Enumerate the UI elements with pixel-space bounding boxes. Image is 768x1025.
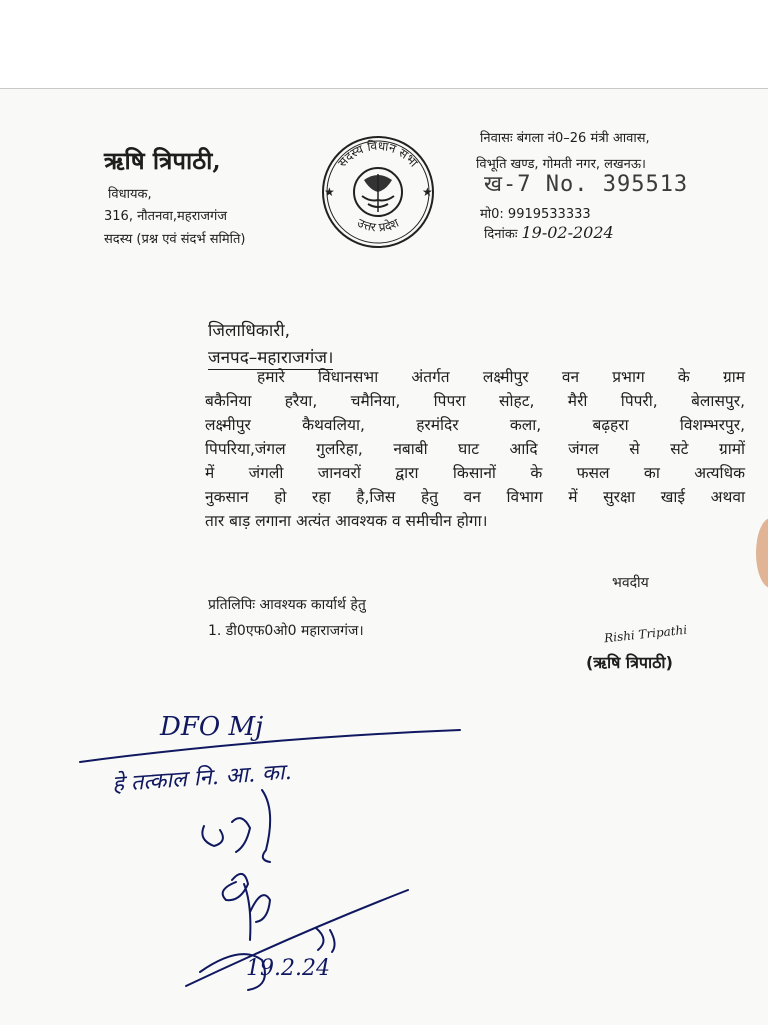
seal-top-text: सदस्य विधान सभा bbox=[335, 138, 421, 170]
copy-to-item: 1. डी0एफ0ओ0 महाराजगंज। bbox=[208, 623, 364, 639]
body-line: हमारे विधानसभा अंतर्गत लक्ष्मीपुर वन प्रभाग के ग्राम bbox=[257, 368, 745, 386]
svg-text:★: ★ bbox=[422, 185, 433, 199]
letterhead-constituency: 316, नौतनवा,महराजगंज bbox=[104, 209, 227, 224]
handwritten-note-order: हे तत्काल नि. आ. का. bbox=[111, 759, 293, 798]
body-line: में जंगली जानवरों द्वारा किसानों के फसल का अत्यधिक bbox=[205, 464, 745, 482]
handwritten-note-dfo: DFO Mj bbox=[160, 712, 264, 742]
copy-to-label: प्रतिलिपिः आवश्यक कार्यार्थ हेतु bbox=[208, 597, 366, 613]
body-line: लक्ष्मीपुर कैथवलिया, हरमंदिर कला, बढ़हरा विशम्भरपुर, bbox=[205, 416, 745, 434]
body-line: पिपरिया,जंगल गुलरिहा, नबाबी घाट आदि जंगल से सटे ग्रामों bbox=[205, 440, 745, 458]
svg-text:★: ★ bbox=[324, 185, 335, 199]
date-value: 19-02-2024 bbox=[521, 223, 614, 242]
svg-text:उत्तर प्रदेश bbox=[355, 215, 402, 234]
letterhead-committee: सदस्य (प्रश्न एवं संदर्भ समिति) bbox=[104, 232, 246, 247]
closing-regards: भवदीय bbox=[612, 575, 649, 591]
body-line: तार बाड़ लगाना अत्यंत आवश्यक व समीचीन होगा। bbox=[205, 512, 488, 530]
mobile-number: मो0: 9919533333 bbox=[480, 207, 591, 222]
signature-name: (ऋषि त्रिपाठी) bbox=[586, 653, 673, 672]
recipient-title: जिलाधिकारी, bbox=[208, 321, 291, 341]
recipient-district-text: जनपद–महाराजगंज। bbox=[208, 348, 334, 368]
body-line: बकैनिया हरैया, चमैनिया, पिपरा सोहट, मैरी पिपरी, बेलासपुर, bbox=[205, 392, 745, 410]
date-row bbox=[484, 223, 614, 242]
address-line-1: निवासः बंगला नं0–26 मंत्री आवास, bbox=[480, 131, 650, 146]
body-line: नुकसान हो रहा है,जिस हेतु वन विभाग में सुरक्षा खाई अथवा bbox=[205, 488, 745, 506]
svg-text:सदस्य विधान सभा bbox=[335, 139, 421, 171]
date-label: दिनांकः bbox=[484, 227, 518, 242]
letter-body bbox=[205, 365, 745, 533]
assembly-seal-icon bbox=[308, 130, 448, 250]
seal-bottom-text: उत्तर प्रदेश bbox=[355, 215, 401, 235]
address-line-2: विभूति खण्ड, गोमती नगर, लखनऊ। bbox=[476, 157, 646, 172]
handwritten-date: 19.2.24 bbox=[246, 956, 330, 981]
signature-cursive: Rishi Tripathi bbox=[603, 622, 688, 646]
letterhead-name: ऋषि त्रिपाठी, bbox=[104, 146, 221, 175]
inward-number-stamp: ख-7 No. 395513 bbox=[484, 172, 689, 197]
letterhead-designation: विधायक, bbox=[108, 187, 152, 202]
